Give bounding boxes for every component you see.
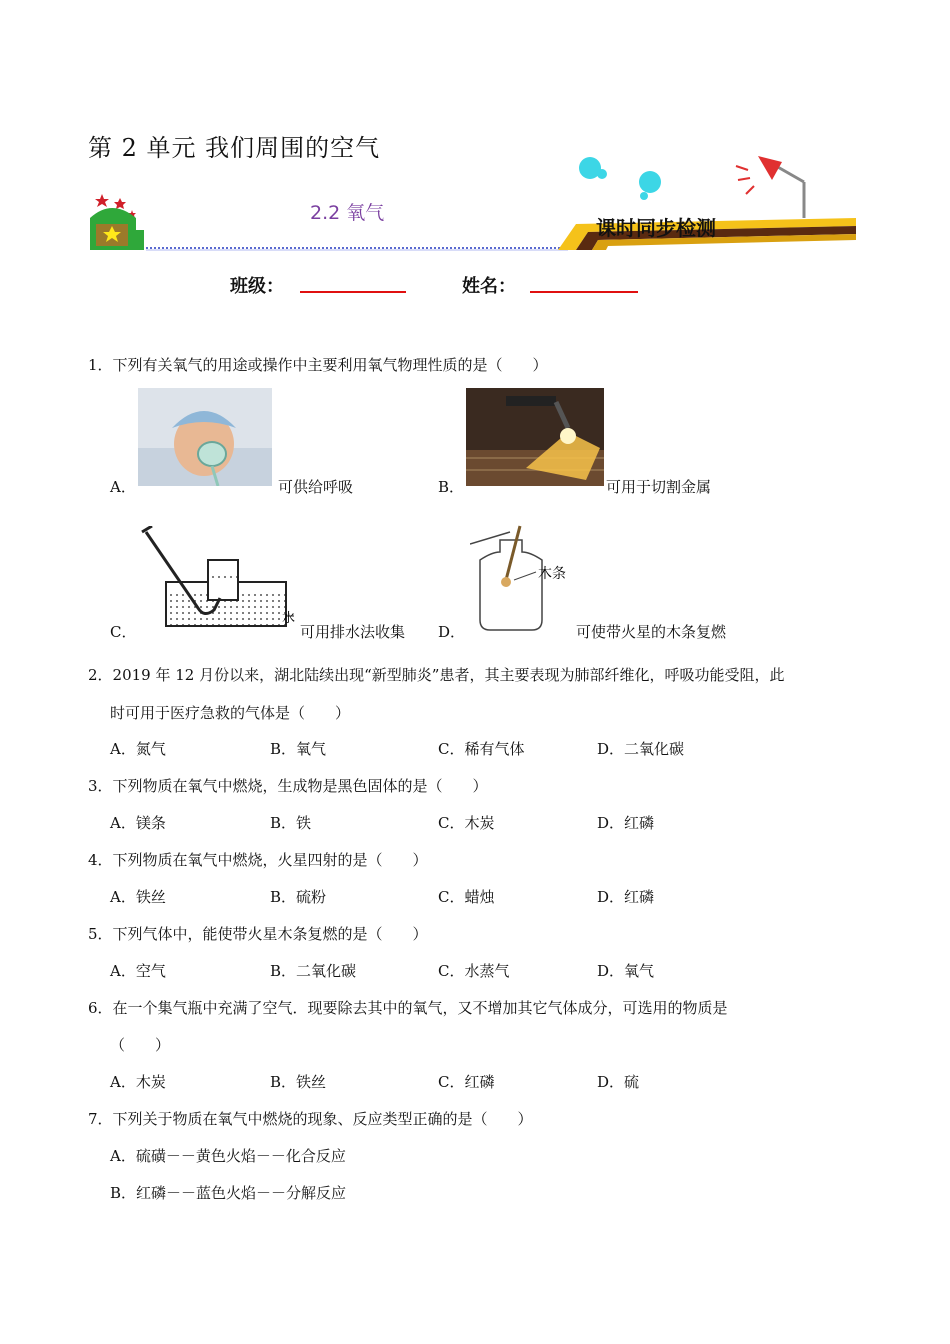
water-displacement-apparatus-diagram bbox=[138, 526, 300, 632]
q4-option-b: B．硫粉 bbox=[270, 888, 327, 906]
q6-option-d: D．硫 bbox=[597, 1073, 640, 1091]
section-badge: 课时同步检测 bbox=[596, 216, 716, 240]
lesson-title: 2.2 氧气 bbox=[310, 202, 385, 224]
unit-title: 第 2 单元 我们周围的空气 bbox=[88, 134, 381, 162]
bubble-icon bbox=[640, 192, 648, 200]
question-6-stem-line2: （ ） bbox=[110, 1036, 171, 1054]
bubble-icon bbox=[639, 171, 661, 193]
star-icon bbox=[114, 198, 126, 209]
question-7-stem: 7．下列关于物质在氧气中燃烧的现象、反应类型正确的是（ ） bbox=[88, 1110, 533, 1128]
q1-option-a-text: 可供给呼吸 bbox=[278, 478, 354, 496]
q3-option-a: A．镁条 bbox=[110, 814, 166, 832]
q2-option-c: C．稀有气体 bbox=[438, 740, 525, 758]
class-field[interactable] bbox=[300, 291, 406, 293]
metal-cutting-sparks-image bbox=[466, 388, 604, 486]
q3-option-b: B．铁 bbox=[270, 814, 312, 832]
star-icon bbox=[95, 194, 109, 207]
q7-option-a: A．硫磺－－黄色火焰－－化合反应 bbox=[110, 1147, 346, 1165]
q3-option-c: C．木炭 bbox=[438, 814, 495, 832]
name-field[interactable] bbox=[530, 291, 638, 293]
q1-option-c-text: 可用排水法收集 bbox=[300, 623, 406, 641]
q1-option-b-text: 可用于切割金属 bbox=[606, 478, 712, 496]
q6-option-c: C．红磷 bbox=[438, 1073, 495, 1091]
oxygen-mask-patient-image bbox=[138, 388, 272, 486]
class-label: 班级： bbox=[230, 276, 284, 297]
q2-option-a: A．氮气 bbox=[110, 740, 166, 758]
q1-option-b-letter: B． bbox=[438, 478, 465, 496]
bubble-icon bbox=[597, 169, 607, 179]
q5-option-b: B．二氧化碳 bbox=[270, 962, 357, 980]
question-5-stem: 5．下列气体中，能使带火星木条复燃的是（ ） bbox=[88, 925, 428, 943]
q1-option-d-text: 可使带火星的木条复燃 bbox=[576, 623, 727, 641]
q1-option-c-letter: C． bbox=[110, 623, 137, 641]
question-1-stem: 1．下列有关氧气的用途或操作中主要利用氧气物理性质的是（ ） bbox=[88, 356, 548, 374]
glowing-splint-bottle-diagram bbox=[470, 524, 576, 634]
q5-option-d: D．氧气 bbox=[597, 962, 655, 980]
question-3-stem: 3．下列物质在氧气中燃烧，生成物是黑色固体的是（ ） bbox=[88, 777, 488, 795]
question-2-stem-line1: 2．2019 年 12 月份以来，湖北陆续出现“新型肺炎”患者，其主要表现为肺部纤维化，呼吸功能受阻，此 bbox=[88, 666, 785, 684]
q4-option-d: D．红磷 bbox=[597, 888, 655, 906]
q5-option-a: A．空气 bbox=[110, 962, 166, 980]
q2-option-b: B．氧气 bbox=[270, 740, 327, 758]
q7-option-b: B．红磷－－蓝色火焰－－分解反应 bbox=[110, 1184, 347, 1202]
question-6-stem-line1: 6．在一个集气瓶中充满了空气．现要除去其中的氧气，又不增加其它气体成分，可选用的物质是 bbox=[88, 999, 728, 1017]
q6-option-a: A．木炭 bbox=[110, 1073, 166, 1091]
stick-label: 木条 bbox=[538, 566, 566, 582]
name-label: 姓名： bbox=[462, 276, 516, 297]
q1-option-d-letter: D． bbox=[438, 623, 466, 641]
header-banner bbox=[88, 152, 856, 256]
desk-lamp-icon bbox=[736, 156, 804, 218]
q5-option-c: C．水蒸气 bbox=[438, 962, 510, 980]
question-2-stem-line2: 时可用于医疗急救的气体是（ ） bbox=[110, 704, 351, 722]
q3-option-d: D．红磷 bbox=[597, 814, 655, 832]
q4-option-a: A．铁丝 bbox=[110, 888, 166, 906]
q6-option-b: B．铁丝 bbox=[270, 1073, 327, 1091]
question-4-stem: 4．下列物质在氧气中燃烧，火星四射的是（ ） bbox=[88, 851, 428, 869]
q2-option-d: D．二氧化碳 bbox=[597, 740, 685, 758]
q4-option-c: C．蜡烛 bbox=[438, 888, 495, 906]
water-label: 水 bbox=[282, 611, 296, 626]
q1-option-a-letter: A． bbox=[110, 478, 136, 496]
